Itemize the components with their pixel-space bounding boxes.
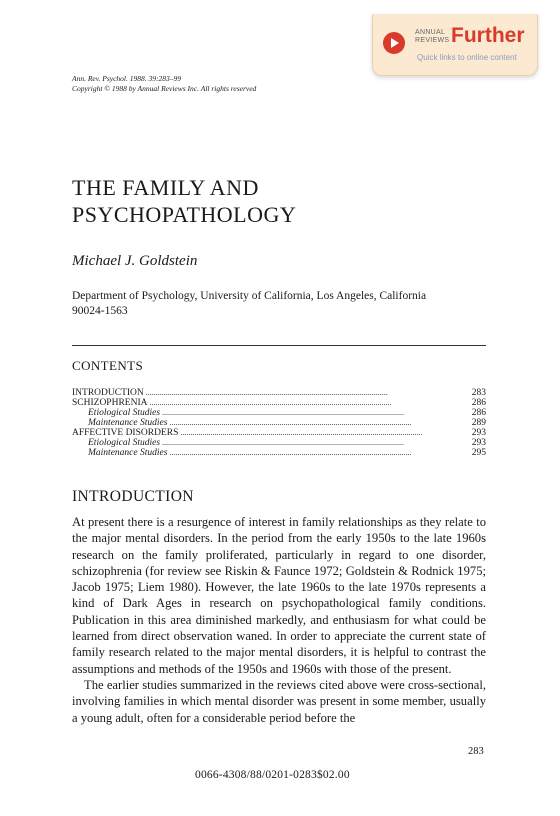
affiliation-line1: Department of Psychology, University of California, Los Angeles, California	[72, 290, 427, 302]
toc-leader-dots	[169, 448, 466, 458]
banner-further-label[interactable]: Further	[451, 24, 525, 47]
toc-leader-dots	[162, 408, 466, 418]
author-affiliation	[72, 289, 492, 319]
banner-annual-line2: REVIEWS	[415, 37, 450, 44]
toc-leader-dots	[162, 438, 466, 448]
toc-page: 295	[471, 448, 486, 458]
toc-page: 286	[471, 408, 486, 418]
banner-annual-reviews	[415, 29, 449, 45]
banner-subtitle[interactable]: Quick links to online content	[417, 53, 517, 62]
journal-citation: Ann. Rev. Psychol. 1988. 39:283–99	[72, 74, 182, 83]
toc-item-schizophrenia-maintenance[interactable]	[72, 418, 486, 428]
toc-item-affective-etiological[interactable]	[72, 438, 486, 448]
page-number: 283	[468, 746, 484, 757]
toc-item-affective-disorders[interactable]	[72, 428, 486, 438]
further-banner[interactable]	[372, 14, 538, 76]
journal-copyright: Copyright © 1988 by Annual Reviews Inc. All rights reserved	[72, 84, 257, 93]
toc-item-affective-maintenance[interactable]	[72, 448, 486, 458]
toc-leader-dots	[180, 428, 466, 438]
table-of-contents	[72, 388, 486, 458]
toc-page: 293	[471, 428, 486, 438]
toc-label: SCHIZOPHRENIA	[72, 398, 148, 408]
toc-label: Etiological Studies	[88, 438, 161, 448]
article-code: 0066-4308/88/0201-0283$02.00	[195, 769, 350, 781]
toc-leader-dots	[149, 398, 466, 408]
toc-leader-dots	[169, 418, 466, 428]
play-icon	[383, 32, 405, 54]
section-heading-introduction: INTRODUCTION	[72, 488, 194, 505]
banner-annual-line1: ANNUAL	[415, 29, 446, 36]
toc-label: Maintenance Studies	[88, 448, 168, 458]
toc-page: 289	[471, 418, 486, 428]
toc-label: Etiological Studies	[88, 408, 161, 418]
toc-label: INTRODUCTION	[72, 388, 144, 398]
toc-item-schizophrenia[interactable]	[72, 398, 486, 408]
article-title-line1: THE FAMILY AND	[72, 175, 259, 200]
contents-heading: CONTENTS	[72, 358, 144, 373]
journal-header	[72, 74, 256, 94]
toc-label: Maintenance Studies	[88, 418, 168, 428]
affiliation-line2: 90024-1563	[72, 305, 128, 317]
toc-label: AFFECTIVE DISORDERS	[72, 428, 179, 438]
contents-divider	[72, 345, 486, 346]
article-title	[72, 174, 296, 228]
toc-page: 283	[471, 388, 486, 398]
introduction-body	[72, 514, 486, 726]
toc-item-schizophrenia-etiological[interactable]	[72, 408, 486, 418]
article-title-line2: PSYCHOPATHOLOGY	[72, 202, 297, 227]
paragraph: At present there is a resurgence of interest in family relationships as they relate to the major mental disorders. In the period from the early 1950s to the late 1960s research on the family proliferated, particularly in regard to one disorder, schizophrenia (for review see Riskin & Faunce 1972; Goldstein & Rodnick 1975; Jacob 1975; Liem 1980). However, the late 1960s to the late 1970s represents a kind of Dark Ages in research on psychopathological family conditions. Publication in this area diminished markedly, and enthusiasm for what could be learned from direct observation waned. In order to appreciate the current state of family research related to the major mental disorders, it is helpful to contrast the assumptions and methods of the 1950s and 1960s with those of the present.	[72, 515, 486, 676]
toc-page: 293	[471, 438, 486, 448]
author-name: Michael J. Goldstein	[72, 253, 198, 269]
toc-leader-dots	[146, 388, 466, 398]
paragraph: The earlier studies summarized in the reviews cited above were cross-sectional, involving families in which mental disorder was present in some member, usually a young adult, often for a considerable period before the	[72, 677, 486, 725]
toc-page: 286	[471, 398, 486, 408]
toc-item-introduction[interactable]	[72, 388, 486, 398]
